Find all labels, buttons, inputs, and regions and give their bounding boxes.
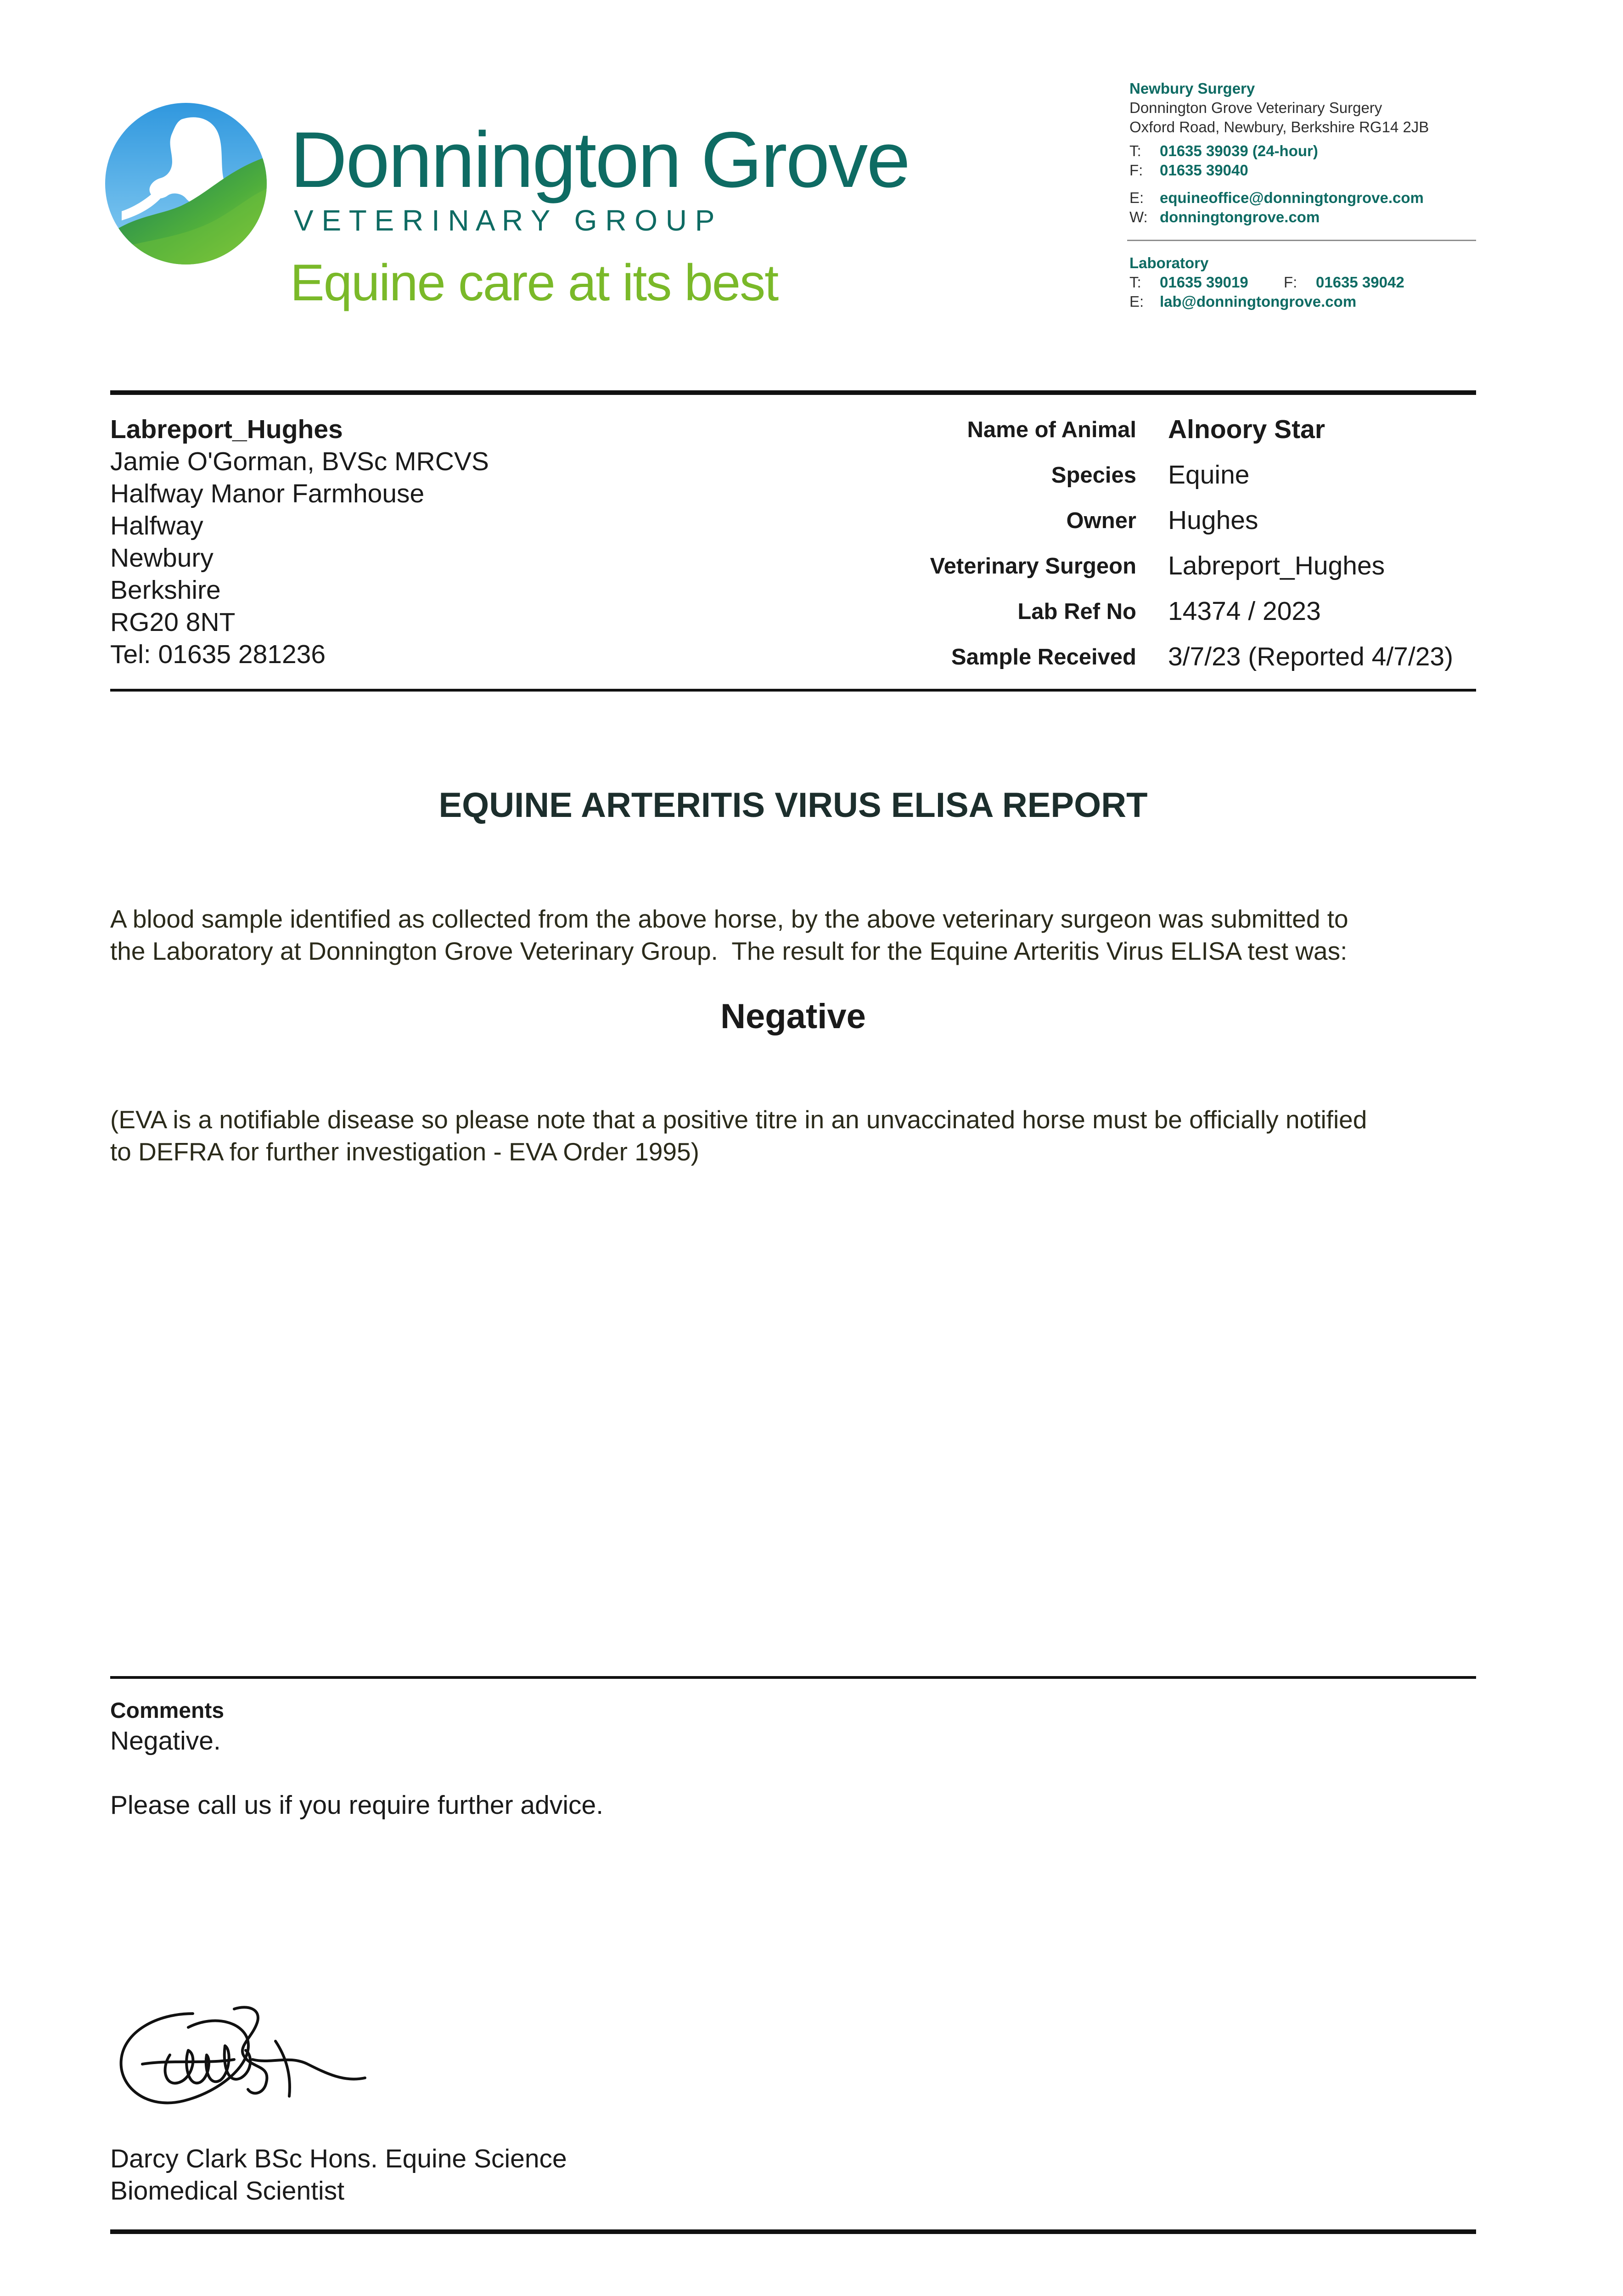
detail-label: Lab Ref No	[1017, 599, 1136, 624]
detail-value: 3/7/23 (Reported 4/7/23)	[1168, 642, 1454, 671]
detail-row-species	[895, 459, 1476, 491]
paragraph-line: A blood sample identified as collected from the above horse, by the above veterinary surgeon was submitted to	[110, 905, 1348, 933]
detail-value: Alnoory Star	[1168, 415, 1325, 444]
laboratory-fax: 01635 39042	[1316, 274, 1404, 291]
address-line: RG20 8NT	[110, 608, 236, 637]
advice-text: Please call us if you require further advice.	[110, 1790, 604, 1820]
surgery-fax-row	[1129, 161, 1478, 180]
laboratory-contact-block	[1129, 253, 1478, 311]
surgery-tel-row	[1129, 141, 1478, 161]
detail-row-animal-name	[895, 413, 1476, 445]
web-label: W:	[1129, 208, 1148, 225]
detail-value: Equine	[1168, 460, 1250, 490]
surgery-address-line: Donnington Grove Veterinary Surgery	[1129, 99, 1382, 116]
comments-heading: Comments	[110, 1699, 225, 1723]
details-bottom-rule	[110, 689, 1476, 692]
notifiable-disease-note	[110, 1103, 1476, 1168]
detail-row-sample-received	[895, 641, 1476, 673]
detail-label: Veterinary Surgeon	[930, 554, 1136, 579]
detail-label: Species	[1051, 463, 1136, 488]
recipient-name: Labreport_Hughes	[110, 415, 343, 444]
surgery-fax: 01635 39040	[1160, 162, 1248, 179]
comments-text: Negative.	[110, 1726, 221, 1756]
donnington-grove-logo-icon	[103, 101, 269, 266]
surgery-contact-block	[1129, 79, 1478, 227]
address-line: Jamie O'Gorman, BVSc MRCVS	[110, 447, 489, 476]
address-line: Halfway	[110, 511, 203, 540]
brand-tagline: Equine care at its best	[290, 254, 778, 311]
email-label: E:	[1129, 293, 1144, 310]
address-line: Tel: 01635 281236	[110, 640, 326, 669]
handwritten-signature-icon	[115, 1995, 372, 2115]
recipient-address	[110, 413, 489, 670]
address-line: Berkshire	[110, 575, 221, 605]
surgery-email-row	[1129, 188, 1478, 208]
email-label: E:	[1129, 189, 1144, 206]
address-line: Halfway Manor Farmhouse	[110, 479, 425, 508]
tel-label: T:	[1129, 142, 1141, 159]
signer-role: Biomedical Scientist	[110, 2176, 345, 2206]
detail-value: Hughes	[1168, 506, 1258, 535]
detail-value: Labreport_Hughes	[1168, 551, 1385, 580]
signer-name: Darcy Clark BSc Hons. Equine Science	[110, 2144, 567, 2173]
letterhead-divider	[1127, 240, 1476, 241]
surgery-email-link[interactable]: equineoffice@donningtongrove.com	[1160, 189, 1424, 206]
detail-row-owner	[895, 504, 1476, 536]
surgery-web-link[interactable]: donningtongrove.com	[1160, 208, 1320, 225]
surgery-tel: 01635 39039 (24-hour)	[1160, 142, 1318, 159]
surgery-web-row	[1129, 208, 1478, 227]
detail-label: Owner	[1066, 508, 1136, 533]
laboratory-tel: 01635 39019	[1160, 274, 1248, 291]
bottom-rule	[110, 2229, 1476, 2234]
fax-label: F:	[1284, 274, 1297, 291]
laboratory-heading: Laboratory	[1129, 254, 1209, 271]
paragraph-line: to DEFRA for further investigation - EVA Order 1995)	[110, 1137, 699, 1166]
detail-value: 14374 / 2023	[1168, 597, 1321, 626]
laboratory-email-link[interactable]: lab@donningtongrove.com	[1160, 293, 1357, 310]
laboratory-phone-row	[1129, 273, 1478, 292]
test-result: Negative	[720, 997, 866, 1036]
top-rule	[110, 390, 1476, 395]
surgery-heading: Newbury Surgery	[1129, 80, 1255, 97]
paragraph-line: (EVA is a notifiable disease so please note that a positive titre in an unvaccinated horse must be officially notified	[110, 1105, 1367, 1134]
comments-top-rule	[110, 1676, 1476, 1679]
fax-label: F:	[1129, 162, 1143, 179]
detail-row-lab-ref	[895, 595, 1476, 627]
brand-name: Donnington Grove	[290, 116, 909, 204]
surgery-address-line: Oxford Road, Newbury, Berkshire RG14 2JB	[1129, 118, 1429, 135]
tel-label: T:	[1129, 274, 1141, 291]
report-intro-paragraph	[110, 903, 1476, 967]
detail-label: Sample Received	[951, 645, 1136, 670]
detail-label: Name of Animal	[967, 417, 1136, 442]
laboratory-email-row	[1129, 292, 1478, 311]
report-title: EQUINE ARTERITIS VIRUS ELISA REPORT	[438, 786, 1148, 825]
brand-subtitle: V E T E R I N A R Y G R O U P	[294, 204, 715, 237]
address-line: Newbury	[110, 543, 213, 573]
paragraph-line: the Laboratory at Donnington Grove Veterinary Group. The result for the Equine Arteritis Virus ELISA test was:	[110, 937, 1348, 965]
detail-row-veterinary-surgeon	[895, 550, 1476, 582]
